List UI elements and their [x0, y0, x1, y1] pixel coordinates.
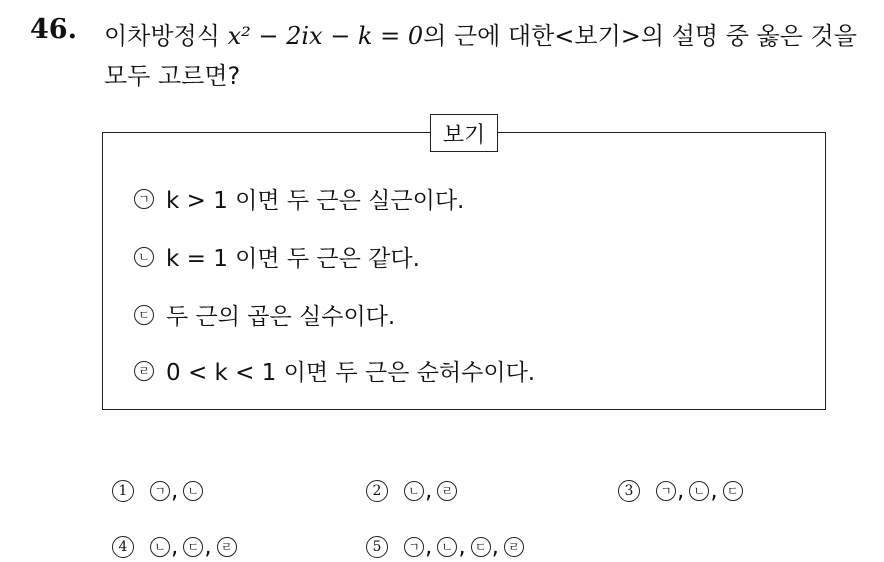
equation: x² − 2ix − k = 0 [227, 22, 424, 50]
example-item-text: k > 1 이면 두 근은 실근이다. [166, 188, 465, 214]
question-number: 46. [30, 14, 77, 45]
circled-marker: ㄱ [656, 481, 676, 501]
choice-number: 5 [366, 536, 388, 558]
circled-marker: ㄷ [471, 537, 491, 557]
question-text-line-2: 모두 고르면? [104, 62, 241, 90]
circled-marker: ㄱ [150, 481, 170, 501]
circled-marker: ㄴ [183, 481, 203, 501]
example-item-text: 두 근의 곱은 실수이다. [166, 304, 396, 330]
answer-choice-4[interactable]: 4 ㄴ , ㄷ , ㄹ [112, 534, 237, 560]
question-suffix: 의 근에 대한<보기>의 설명 중 옳은 것을 [423, 22, 857, 50]
answer-choice-5[interactable]: 5 ㄱ , ㄴ , ㄷ , ㄹ [366, 534, 524, 560]
example-item-text: k = 1 이면 두 근은 같다. [166, 246, 420, 272]
choice-number: 2 [366, 480, 388, 502]
question-text-line-1 [104, 16, 857, 51]
circled-marker: ㄷ [723, 481, 743, 501]
circled-marker: ㄹ [217, 537, 237, 557]
answer-choice-2[interactable]: 2 ㄴ , ㄹ [366, 478, 457, 504]
circled-marker: ㄴ [150, 537, 170, 557]
circled-marker: ㄴ [689, 481, 709, 501]
circled-marker: ㄴ [404, 481, 424, 501]
circled-marker: ㄷ [183, 537, 203, 557]
circled-marker: ㄷ [134, 305, 154, 325]
question-prefix: 이차방정식 [104, 22, 220, 50]
choice-number: 3 [618, 480, 640, 502]
circled-marker: ㄹ [437, 481, 457, 501]
circled-marker: ㄱ [404, 537, 424, 557]
example-item-4 [134, 354, 535, 387]
example-item-2 [134, 240, 420, 273]
example-item-1 [134, 182, 464, 215]
answer-choice-3[interactable]: 3 ㄱ , ㄴ , ㄷ [618, 478, 743, 504]
choice-number: 4 [112, 536, 134, 558]
circled-marker: ㄱ [134, 189, 154, 209]
circled-marker: ㄹ [134, 361, 154, 381]
choice-number: 1 [112, 480, 134, 502]
answer-choice-1[interactable]: 1 ㄱ , ㄴ [112, 478, 203, 504]
circled-marker: ㄴ [134, 247, 154, 267]
example-box-title: 보기 [430, 114, 498, 152]
circled-marker: ㄴ [437, 537, 457, 557]
example-item-3 [134, 298, 395, 331]
circled-marker: ㄹ [504, 537, 524, 557]
example-item-text: 0 < k < 1 이면 두 근은 순허수이다. [166, 360, 536, 386]
